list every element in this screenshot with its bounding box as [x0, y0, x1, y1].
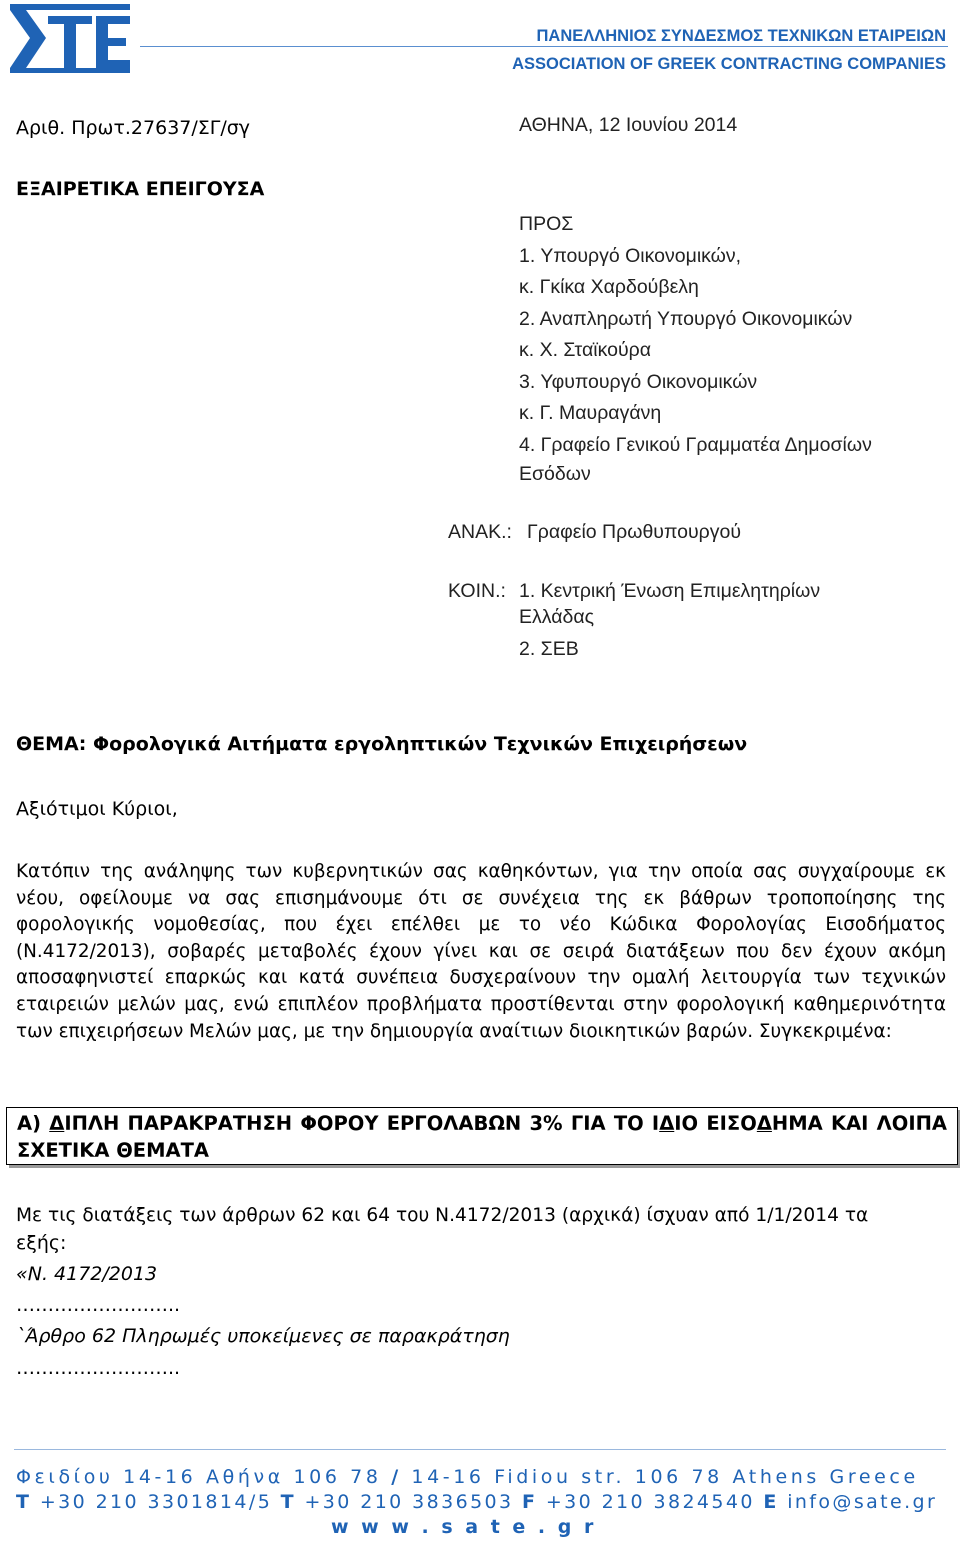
phone-label: T: [16, 1491, 32, 1513]
anak-label: ΑΝΑΚ.:: [448, 521, 512, 543]
body-paragraph: Κατόπιν της ανάληψης των κυβερνητικών σας καθηκόντων, για την οποία σας συγχαίρουμε εκ νέου, οφείλουμε να σας επισημάνουμε ότι σε συνέχεια της εκ βάθρων τροποποίησης της φορολογικής νομοθεσίας, που έχει επέλθει με το νέο Κώδικα Φορολογίας Εισοδήματος (Ν.4172/2013), σοβαρές μεταβολές έχουν γίνει και σε σειρά διατάξεων που δεν έχουν ακόμη αποσαφηνιστεί επαρκώς και κατά συνέπεια δυσχεραίνουν την ομαλή λειτουργία των τεχνικών εταιρειών μελών μας, ενώ επιπλέον προβλήματα προστίθενται στην φορολογική καθημερινότητα των επιχειρήσεων Μελών μας, με την δημιουργία αναίτιων διοικητικών βαρών. Συγκεκριμένα:: [16, 861, 946, 1042]
section-a-prefix: Α): [17, 1112, 50, 1135]
recipient-line: κ. Γκίκα Χαρδούβελη: [519, 276, 699, 298]
recipient-line: 4. Γραφείο Γενικού Γραμματέα Δημοσίων: [519, 433, 872, 456]
koin-item: Ελλάδας: [519, 606, 595, 628]
footer-address: [16, 1466, 919, 1488]
ellipsis-line: ……………………..: [16, 1294, 181, 1316]
to-label: ΠΡΟΣ: [519, 213, 574, 235]
section-a-underline: Δ: [659, 1112, 675, 1135]
recipients-block: [519, 209, 872, 488]
section-a-text: ΙΠΛΗ ΠΑΡΑΚΡΑΤΗΣΗ ΦΟΡΟΥ ΕΡΓΟΛΑΒΩΝ 3% ΓΙΑ ΤΟ Ι: [64, 1112, 660, 1135]
address-separator: /: [391, 1466, 402, 1488]
footer-divider: [14, 1449, 946, 1450]
provisions-line: εξής:: [16, 1232, 67, 1254]
fax-label: F: [521, 1491, 538, 1513]
letter-date: ΑΘΗΝΑ, 12 Ιουνίου 2014: [519, 114, 738, 136]
footer-contacts: [16, 1491, 937, 1513]
email-link[interactable]: info@sate.gr: [787, 1491, 938, 1513]
recipient-line: 1. Υπουργό Οικονομικών,: [519, 244, 742, 267]
salutation: Αξιότιμοι Κύριοι,: [16, 798, 178, 820]
quote-law: «Ν. 4172/2013: [16, 1263, 158, 1285]
koin-item: 2. ΣΕΒ: [519, 638, 579, 660]
website-link[interactable]: w w w . s a t e . g r: [331, 1516, 597, 1538]
org-name-english: ASSOCIATION OF GREEK CONTRACTING COMPANIES: [512, 55, 946, 73]
company-logo: [8, 2, 132, 74]
address-greek: Φειδίου 14-16 Αθήνα 106 78: [16, 1466, 382, 1488]
section-a-text: ΗΜΑ ΚΑΙ ΛΟΙΠΑ ΣΧΕΤΙΚΑ ΘΕΜΑΤΑ: [17, 1112, 947, 1162]
recipient-line: κ. Χ. Σταϊκούρα: [519, 339, 651, 361]
recipient-line: 3. Υφυπουργό Οικονομικών: [519, 370, 758, 393]
section-a-underline: Δ: [49, 1112, 65, 1135]
koin-label: ΚΟΙΝ.:: [448, 580, 506, 602]
header-divider: [140, 46, 948, 47]
recipient-line: κ. Γ. Μαυραγάνη: [519, 402, 662, 424]
fax-number: +30 210 3824540: [545, 1491, 755, 1513]
phone-label: T: [280, 1491, 297, 1513]
provisions-line: Με τις διατάξεις των άρθρων 62 και 64 του Ν.4172/2013 (αρχικά) ίσχυαν από 1/1/2014 τα: [16, 1205, 869, 1226]
section-a-box: [6, 1107, 958, 1165]
section-a-text: ΙΟ ΕΙΣΟ: [674, 1112, 757, 1135]
anak-value: Γραφείο Πρωθυπουργού: [527, 521, 741, 543]
urgency-label: ΕΞΑΙΡΕΤΙΚΑ ΕΠΕΙΓΟΥΣΑ: [16, 178, 265, 200]
recipient-line: Εσόδων: [519, 463, 591, 485]
ellipsis-line: ……………………..: [16, 1357, 181, 1379]
koin-item: 1. Κεντρική Ένωση Επιμελητηρίων: [519, 580, 821, 602]
email-label: E: [763, 1491, 779, 1513]
subject-line: ΘΕΜΑ: Φορολογικά Αιτήματα εργοληπτικών Τεχνικών Επιχειρήσεων: [16, 733, 748, 755]
address-english: 14-16 Fidiou str. 106 78 Athens Greece: [411, 1466, 919, 1488]
org-name-greek: ΠΑΝΕΛΛΗΝΙΟΣ ΣΥΝΔΕΣΜΟΣ ΤΕΧΝΙΚΩΝ ΕΤΑΙΡΕΙΩΝ: [536, 27, 946, 45]
section-a-heading: [17, 1111, 947, 1164]
section-a-underline: Δ: [756, 1112, 772, 1135]
recipient-line: 2. Αναπληρωτή Υπουργό Οικονομικών: [519, 307, 853, 330]
protocol-number: Αριθ. Πρωτ.27637/ΣΓ/σγ: [16, 117, 251, 139]
phone-number: +30 210 3836503: [304, 1491, 514, 1513]
quote-article: `Άρθρο 62 Πληρωμές υποκείμενες σε παρακράτηση: [16, 1325, 510, 1347]
phone-number: +30 210 3301814/5: [39, 1491, 273, 1513]
